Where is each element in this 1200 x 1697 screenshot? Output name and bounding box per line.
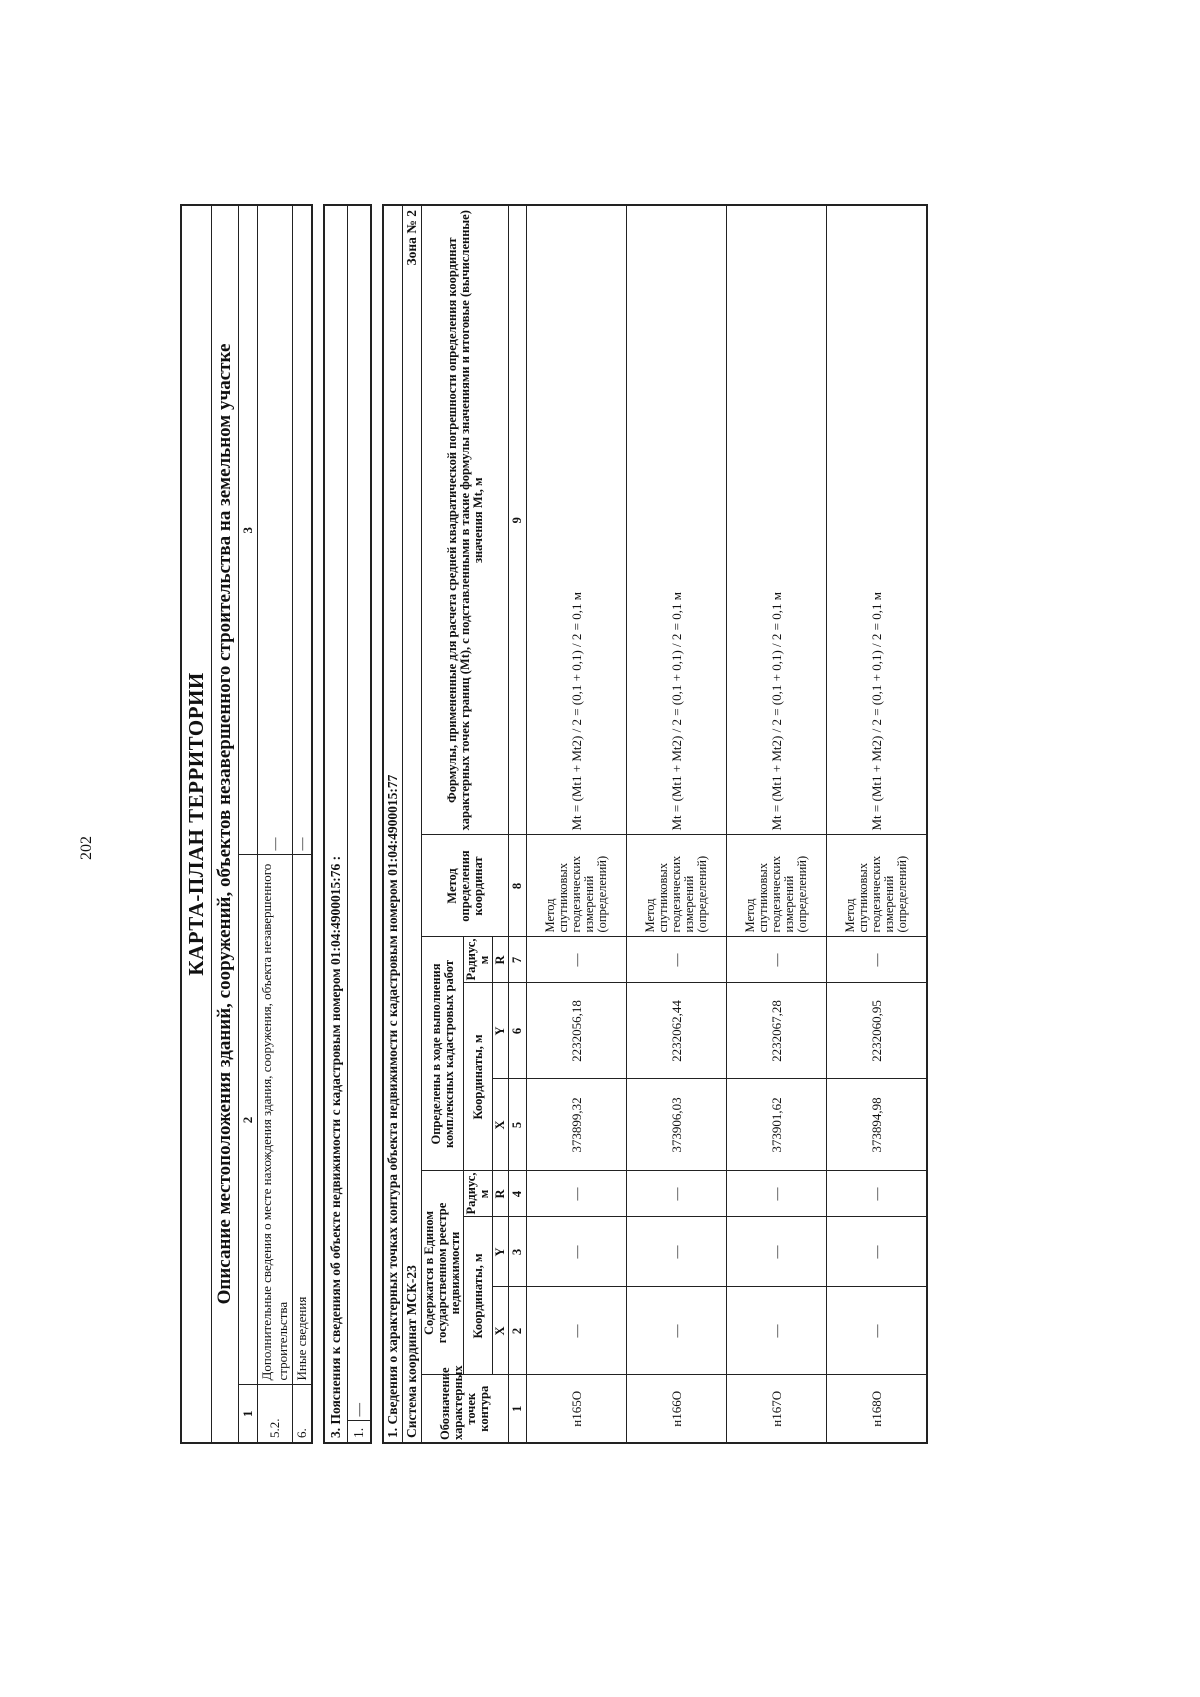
header-table [180,204,313,1444]
table-row [727,205,827,1443]
r-egrn: — [727,1171,827,1217]
y-value: 2232060,95 [827,983,928,1079]
col-number: 9 [509,205,527,835]
col-header-determined: Определены в ходе выполнения комплексных кадастровых работ [422,937,464,1171]
table-row [258,205,293,1443]
col-number: 5 [509,1079,527,1171]
coord-system: Система координат МСК-23 [403,1079,422,1443]
x-value: 373901,62 [727,1079,827,1171]
point-designation: н165О [527,1375,627,1443]
formula-value: Mt = (Mt1 + Mt2) / 2 = (0,1 + 0,1) / 2 = 0,1 м [627,205,727,835]
formula-value: Mt = (Mt1 + Mt2) / 2 = (0,1 + 0,1) / 2 = 0,1 м [527,205,627,835]
method-value: Метод спутниковых геодезических измерений (определений) [827,835,928,937]
table-row [527,205,627,1443]
document-subtitle: Описание местоположения зданий, сооружений, объектов незавершенного строительства на земельном участке [212,205,239,1443]
page-number: 202 [78,836,95,860]
method-value: Метод спутниковых геодезических измерений (определений) [727,835,827,937]
y-value: 2232062,44 [627,983,727,1079]
point-designation: н168О [827,1375,928,1443]
table-row [827,205,928,1443]
x-egrn: — [627,1287,727,1375]
header-col-1: 1 [239,1385,258,1443]
row-number: 5.2. [258,1385,293,1443]
header-col-2: 2 [239,855,258,1385]
col-number: 2 [509,1287,527,1375]
x-egrn: — [827,1287,928,1375]
col-number: 4 [509,1171,527,1217]
col-header-coords: Координаты, м [464,983,493,1171]
col-header-formula: Формулы, примененные для расчета средней квадратической погрешности определения координат характерных точек границ (Mt), с подставленными в такие формулы значениями и итоговые (вычисленные) значения Mt, м [422,205,509,835]
col-header-radius: Радиус, м [464,937,493,983]
point-designation: н166О [627,1375,727,1443]
x-egrn: — [527,1287,627,1375]
col-header-egrn: Содержатся в Едином государственном реестре недвижимости [422,1171,464,1375]
row-text: Иные сведения [293,855,313,1385]
section3-row-value: — [348,205,372,1421]
r-value: — [527,937,627,983]
document-sheet [180,204,909,1444]
header-col-3: 3 [239,205,258,855]
formula-value: Mt = (Mt1 + Mt2) / 2 = (0,1 + 0,1) / 2 = 0,1 м [827,205,928,835]
y-egrn: — [827,1217,928,1287]
r-egrn: — [627,1171,727,1217]
col-header-designation: Обозначение характерных точек контура [422,1375,509,1443]
r-egrn: — [827,1171,928,1217]
y-value: 2232056,18 [527,983,627,1079]
method-value: Метод спутниковых геодезических измерений (определений) [627,835,727,937]
points-table [382,204,928,1444]
col-header-y-egrn: Y [493,1217,509,1287]
col-header-radius-egrn: Радиус, м [464,1171,493,1217]
section3-title: 3. Пояснения к сведениям об объекте недвижимости с кадастровым номером 01:04:4900015:76 : [324,205,348,1443]
col-header-x: X [493,1079,509,1171]
r-value: — [727,937,827,983]
col-number: 1 [509,1375,527,1443]
section1-title: 1. Сведения о характерных точках контура объекта недвижимости с кадастровым номером 01:04:4900015:77 [383,205,403,1443]
r-value: — [627,937,727,983]
section3-row-number: 1. [348,1421,372,1443]
row-value: — [293,205,313,855]
x-value: 373894,98 [827,1079,928,1171]
point-designation: н167О [727,1375,827,1443]
col-header-x-egrn: X [493,1287,509,1375]
formula-value: Mt = (Mt1 + Mt2) / 2 = (0,1 + 0,1) / 2 = 0,1 м [727,205,827,835]
col-number: 7 [509,937,527,983]
r-value: — [827,937,928,983]
col-header-coords-egrn: Координаты, м [464,1217,493,1375]
y-egrn: — [627,1217,727,1287]
col-number: 3 [509,1217,527,1287]
table-row [627,205,727,1443]
r-egrn: — [527,1171,627,1217]
row-text: Дополнительные сведения о месте нахождения здания, сооружения, объекта незавершенного строительства [258,855,293,1385]
x-value: 373899,32 [527,1079,627,1171]
row-number: 6. [293,1385,313,1443]
y-value: 2232067,28 [727,983,827,1079]
x-egrn: — [727,1287,827,1375]
col-header-r: R [493,937,509,983]
x-value: 373906,03 [627,1079,727,1171]
y-egrn: — [727,1217,827,1287]
col-header-method: Метод определения координат [422,835,509,937]
y-egrn: — [527,1217,627,1287]
row-value: — [258,205,293,855]
col-header-y: Y [493,983,509,1079]
method-value: Метод спутниковых геодезических измерений (определений) [527,835,627,937]
col-number: 8 [509,835,527,937]
col-number: 6 [509,983,527,1079]
table-row [293,205,313,1443]
section3-table [323,204,372,1444]
zone-label: Зона № 2 [403,205,422,1079]
document-title: КАРТА-ПЛАН ТЕРРИТОРИИ [181,205,212,1443]
col-header-r-egrn: R [493,1171,509,1217]
